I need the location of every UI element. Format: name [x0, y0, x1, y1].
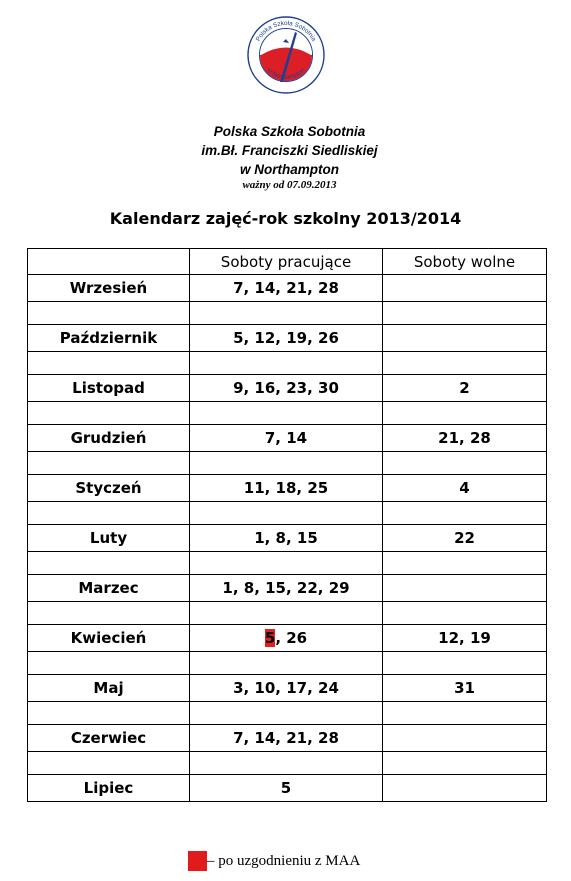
working-dates: 11, 18, 25 — [190, 475, 383, 502]
free-dates: 31 — [383, 675, 547, 702]
header-month — [28, 249, 190, 275]
working-dates — [190, 625, 383, 652]
working-dates: 3, 10, 17, 24 — [190, 675, 383, 702]
working-dates: 7, 14, 21, 28 — [190, 275, 383, 302]
school-name-line2: im.Bł. Franciszki Siedliskiej — [201, 143, 378, 158]
spacer-row — [28, 301, 547, 325]
table-row — [28, 275, 547, 302]
month-name: Luty — [28, 525, 190, 552]
spacer-row — [28, 651, 547, 675]
working-dates-rest: , 26 — [275, 628, 308, 647]
marked-date: 5 — [264, 628, 276, 647]
month-name: Lipiec — [28, 775, 190, 802]
legend-marker — [188, 851, 207, 871]
month-name: Październik — [28, 325, 190, 352]
spacer-row — [28, 701, 547, 725]
legend — [188, 850, 360, 872]
table-row — [28, 375, 547, 402]
header-working-saturdays: Soboty pracujące — [190, 249, 383, 275]
school-name-line3: w Northampton — [240, 162, 339, 177]
spacer-row — [28, 401, 547, 425]
table-header-row — [28, 249, 547, 275]
calendar-table — [27, 248, 547, 802]
working-dates: 1, 8, 15, 22, 29 — [190, 575, 383, 602]
header-free-saturdays: Soboty wolne — [383, 249, 547, 275]
month-name: Marzec — [28, 575, 190, 602]
logo-text-bottom: w Northampton — [265, 66, 307, 81]
table-row — [28, 725, 547, 752]
month-name: Listopad — [28, 375, 190, 402]
legend-text: – po uzgodnieniu z MAA — [207, 852, 361, 869]
free-dates — [383, 775, 547, 802]
table-row — [28, 475, 547, 502]
free-dates — [383, 575, 547, 602]
working-dates: 9, 16, 23, 30 — [190, 375, 383, 402]
working-dates: 5 — [190, 775, 383, 802]
table-row — [28, 325, 547, 352]
spacer-row — [28, 551, 547, 575]
school-header — [0, 122, 571, 192]
valid-from-note: ważny od 07.09.2013 — [242, 179, 337, 191]
table-row — [28, 525, 547, 552]
spacer-row — [28, 351, 547, 375]
free-dates: 22 — [383, 525, 547, 552]
free-dates — [383, 275, 547, 302]
month-name: Kwiecień — [28, 625, 190, 652]
table-row — [28, 575, 547, 602]
spacer-row — [28, 601, 547, 625]
table-row — [28, 775, 547, 802]
free-dates: 12, 19 — [383, 625, 547, 652]
school-logo — [247, 16, 325, 94]
logo-text-top: Polska Szkoła Sobotnia — [254, 19, 318, 43]
table-row — [28, 425, 547, 452]
table-row — [28, 625, 547, 652]
month-name: Wrzesień — [28, 275, 190, 302]
spacer-row — [28, 451, 547, 475]
month-name: Styczeń — [28, 475, 190, 502]
table-row — [28, 675, 547, 702]
free-dates — [383, 725, 547, 752]
month-name: Czerwiec — [28, 725, 190, 752]
working-dates: 5, 12, 19, 26 — [190, 325, 383, 352]
spacer-row — [28, 501, 547, 525]
working-dates: 7, 14 — [190, 425, 383, 452]
free-dates: 4 — [383, 475, 547, 502]
page-title: Kalendarz zajęć-rok szkolny 2013/2014 — [109, 209, 462, 228]
working-dates: 1, 8, 15 — [190, 525, 383, 552]
month-name: Maj — [28, 675, 190, 702]
working-dates: 7, 14, 21, 28 — [190, 725, 383, 752]
spacer-row — [28, 751, 547, 775]
free-dates: 21, 28 — [383, 425, 547, 452]
school-name-line1: Polska Szkoła Sobotnia — [213, 124, 366, 139]
month-name: Grudzień — [28, 425, 190, 452]
free-dates: 2 — [383, 375, 547, 402]
free-dates — [383, 325, 547, 352]
